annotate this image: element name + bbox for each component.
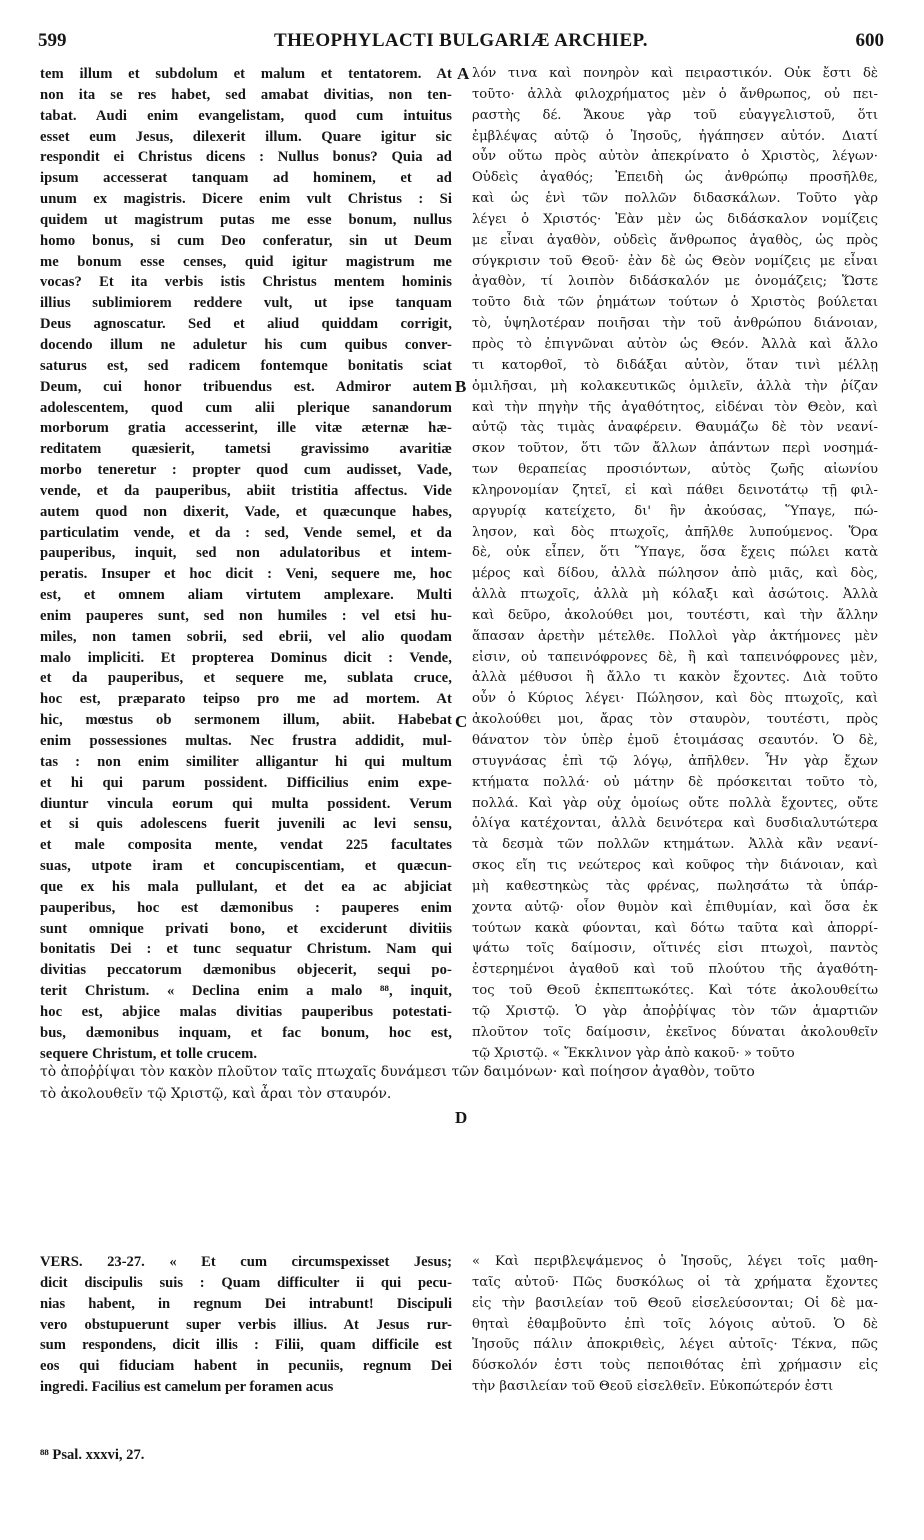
latin-text-line: ipsum accesserat tanquam ad hominem, et ad	[40, 170, 452, 187]
latin-text-line: bus, dæmonibus inquam, et fac bonum, hoc est,	[40, 1024, 452, 1041]
latin-text-line: et male composita mente, vendat 225 facultates	[40, 837, 452, 854]
latin-verse-line: sum respondens, dicit illis : Filii, quam difficile est	[40, 1337, 452, 1354]
latin-text-line: hic, mœstus ob sermonem illum, abiit. Habebat	[40, 712, 452, 729]
greek-text-line: λόν τινα καὶ πονηρὸν καὶ πειραστικόν. Οὐκ ἔστι δὲ	[472, 66, 878, 81]
greek-text-line: αργυρίᾳ κατείχετο, δι' ἣν ἀκούσας, Ὕπαγε, πώ-	[472, 503, 878, 519]
latin-text-line: malo impliciti. Et propterea Dominus dicit : Vende,	[40, 649, 452, 666]
latin-text-line: esset eum Jesus, dilexerit illum. Quare igitur sic	[40, 128, 452, 145]
greek-verse-line: τὴν βασιλείαν τοῦ Θεοῦ εἰσελθεῖν. Εὐκοπώτερόν ἐστι	[472, 1379, 834, 1395]
greek-text-line: τούτων κακὰ φύονται, καὶ δότω ταῦτα καὶ ἀπορρί-	[472, 920, 878, 936]
latin-verse-line: vero obstupuerunt super verbis illius. At Jesus rur-	[40, 1316, 452, 1333]
latin-text-line: vocas? Et ita verbis istis Christus mentem hominis	[40, 274, 452, 291]
latin-text-line: peratis. Insuper et hoc dicit : Veni, sequere me, hoc	[40, 566, 452, 583]
margin-marker-a: A	[457, 64, 470, 83]
verse-section-greek	[472, 1252, 878, 1398]
greek-text-line: τῷ Χριστῷ. Ὁ γὰρ ἀποῤῥίψας τὸν τῶν ἁμαρτιῶν	[472, 1003, 878, 1019]
greek-text-line: λέγει ὁ Χριστός· Ἐὰν μὲν ὡς διδάσκαλον νομίζεις	[472, 211, 878, 227]
greek-text-line: δὲ, οὐκ εἶπεν, ὅτι Ὕπαγε, ὅσα ἔχεις πώλει κατὰ	[472, 545, 878, 561]
latin-text-line: bonitatis Dei : et tunc sequatur Christum. Nam qui	[40, 941, 452, 958]
latin-verse-line: VERS. 23-27. « Et cum circumspexisset Jesus;	[40, 1254, 452, 1270]
greek-column	[472, 64, 878, 1065]
greek-text-line: στυγνάσας ἐπὶ τῷ λόγῳ, ἀπῆλθεν. Ἦν γὰρ ἔχων	[472, 753, 878, 769]
greek-text-line: πρὸς τὸ ἐπιγνῶναι αὐτὸν ὡς Θεόν. Ἀλλὰ καὶ ἄλλο	[472, 336, 878, 352]
greek-text-line: ἀλλὰ πτωχοῖς, ἀλλὰ μὴ κόλαξι καὶ ἀσώτοις. Ἀλλὰ	[472, 587, 878, 603]
latin-text-line: tem illum et subdolum et malum et tentatorem. At	[40, 66, 452, 82]
latin-text-line: et da pauperibus, et sequere me, sublata cruce,	[40, 670, 452, 687]
greek-text-line: ὀλίγα κατέχονται, ἀλλὰ δεινότερα καὶ δυσδιαλυτώτερα	[472, 816, 878, 832]
page-number-right: 600	[855, 30, 884, 51]
greek-text-line: ψάτω τοῖς δαίμοσιν, οἵτινές εἰσι πτωχοὶ, παντὸς	[472, 941, 878, 957]
greek-text-line: σκος εἴη τις νεώτερος καὶ κοῦφος τὴν διάνοιαν, καὶ	[472, 858, 878, 874]
latin-text-line: tas : non enim similiter alligantur hi qui multum	[40, 753, 452, 770]
latin-text-line: est, et omnem aliam virtutem amplexare. Multi	[40, 587, 452, 604]
greek-text-line: ραστὴς δέ. Ἄκουε γὰρ τοῦ εὐαγγελιστοῦ, ὅτι	[472, 107, 878, 123]
latin-verse-line: eos qui fiduciam habent in pecuniis, regnum Dei	[40, 1358, 452, 1375]
margin-marker-c: C	[455, 712, 468, 731]
latin-text-line: vende, et da pauperibus, abiit tristitia affectus. Vide	[40, 482, 452, 499]
greek-text-line: τοῦτο διὰ τῶν ῥημάτων τούτων ὁ Χριστὸς βούλεται	[472, 295, 878, 311]
greek-text-line: ἅπασαν ἀρετὴν μέτελθε. Πολλοὶ γὰρ ἀκτήμονες μὲν	[472, 628, 878, 644]
greek-text-line: ἐμβλέψας αὐτῷ ὁ Ἰησοῦς, ἠγάπησεν αὐτόν. Διατί	[472, 128, 878, 144]
latin-text-line: respondit ei Christus dicens : Nullus bonus? Quia ad	[40, 149, 452, 166]
greek-text-line: θάνατον τὸν ὑπὲρ ἐμοῦ ἑτοιμάσας σεαυτόν. Ὁ δὲ,	[472, 733, 878, 748]
latin-text-line: illius sublimiorem reddere vult, ut ipse tanquam	[40, 295, 452, 312]
page-header	[38, 30, 884, 60]
footnote: ⁸⁸ Psal. xxxvi, 27.	[40, 1447, 145, 1463]
latin-text-line: sunt omnique privati bono, et exciderunt divitiis	[40, 920, 452, 937]
greek-text-line: τος τοῦ Θεοῦ ἐκπεπτωκότες. Καὶ τότε ἀκολουθείτω	[472, 983, 878, 999]
latin-text-line: me bonum esse censes, quid igitur magistrum me	[40, 253, 452, 270]
latin-verse-line: dicit discipulis suis : Quam difficulter ii qui pecu-	[40, 1274, 452, 1291]
greek-verse-line: εἰς τὴν βασιλείαν τοῦ Θεοῦ εἰσελεύσονται; Οἱ δὲ μα-	[472, 1295, 878, 1311]
greek-text-line: σύγκρισιν τοῦ Θεοῦ· ἐὰν δὲ ὡς Θεὸν νομίζεις με εἶναι	[472, 253, 878, 269]
latin-text-line: hoc est, præparato teipso pro me ad mortem. At	[40, 691, 452, 708]
margin-marker-d: D	[455, 1108, 468, 1127]
latin-text-line: hoc est, abjice malas divitias pauperibus potestati-	[40, 1003, 452, 1020]
greek-text-line: Οὐδεὶς ἀγαθός; Ἐπειδὴ ὡς ἀνθρώπῳ προσῆλθε,	[472, 170, 878, 186]
latin-text-line: Deus agnoscatur. Sed et aliud quiddam corrigit,	[40, 316, 452, 333]
greek-verse-line: « Καὶ περιβλεψάμενος ὁ Ἰησοῦς, λέγει τοῖς μαθη-	[472, 1254, 878, 1269]
greek-text-line: αὐτῷ τὰς τιμὰς ἀναφέρειν. Θαυμάζω δὲ τὸν νεανί-	[472, 420, 878, 436]
greek-text-line: σκον τοῦτον, ὅτι τῶν ἄλλων ἁπάντων περὶ νοσημά-	[472, 441, 878, 457]
greek-text-line: καὶ τὴν πηγὴν τῆς ἀγαθότητος, εἰδέναι τὸν Θεὸν, καὶ	[472, 399, 878, 415]
greek-verse-line: ταῖς αὐτοῦ· Πῶς δυσκόλως οἱ τὰ χρήματα ἔχοντες	[472, 1274, 878, 1290]
latin-text-line: quidem ut magistrum putas me esse bonum, nullus	[40, 211, 452, 228]
greek-text-line: τι κατορθοῖ, τὸ διδάξαι αὐτὸν, ὅταν τινὶ μέλλῃ	[472, 357, 878, 373]
greek-text-line: κτήματα πολλά· οὐ μάτην δὲ πρόσκειται τοῦτο τὸ,	[472, 774, 878, 790]
greek-text-line: οὖν οὕτω πρὸς αὐτὸν ἀπεκρίνατο ὁ Χριστὸς, λέγων·	[472, 149, 878, 165]
latin-text-line: divitias peccatorum dæmonibus objecerit, sequi po-	[40, 962, 452, 979]
latin-text-line: suas, utpote iram et concupiscentiam, et quæcun-	[40, 858, 452, 875]
latin-text-line: reditatem quæsierit, tametsi gravissimo avaritiæ	[40, 441, 452, 458]
latin-text-line: Deum, cui honor tribuendus est. Admiror autem	[40, 378, 452, 395]
latin-text-line: morborum gratia accesserint, ille vitæ æternæ hæ-	[40, 420, 452, 437]
greek-verse-line: Ἰησοῦς πάλιν ἀποκριθεὶς, λέγει αὐτοῖς· Τέκνα, πῶς	[472, 1337, 878, 1353]
latin-text-line: que ex his mala pullulant, et det ea ac abjiciat	[40, 878, 452, 895]
greek-text-line: μὴ καθεστηκὼς τὰς φρένας, πωλησάτω τὰ ὑπάρ-	[472, 878, 878, 894]
greek-text-line: τοῦτο· ἀλλὰ φιλοχρήματος μὲν ὁ ἄνθρωπος, οὐ πει-	[472, 86, 878, 102]
greek-text-line: τὰ δεσμὰ τῶν πολλῶν κτημάτων. Ἀλλὰ κἂν νεανί-	[472, 837, 878, 853]
greek-text-line: κληρονομίαν ζητεῖ, εἰ καὶ πάθει δεινοτάτῳ τῇ φιλ-	[472, 482, 878, 498]
latin-text-line: non ita se res habet, sed amabat divitias, non ten-	[40, 86, 452, 103]
greek-text-line: τῷ Χριστῷ. « Ἔκκλινον γὰρ ἀπὸ κακοῦ· » τοῦτο	[472, 1045, 795, 1061]
full-width-line-2	[40, 1086, 880, 1102]
greek-text-line: οὖν ὁ Κύριος λέγει· Πώλησον, καὶ δὸς πτωχοῖς, καὶ	[472, 691, 878, 707]
greek-text-line: καὶ ὡς ἑνὶ τῶν πολλῶν διδασκάλων. Τοῦτο γὰρ	[472, 191, 878, 207]
full-width-line-1	[40, 1064, 880, 1080]
latin-column	[40, 64, 452, 1065]
greek-text-line: πολλά. Καὶ γὰρ οὐχ ὁμοίως οὔτε πολλὰ ἔχοντες, οὔτε	[472, 795, 878, 811]
latin-text-line: unum ex magistris. Dicere enim vult Christus : Si	[40, 191, 452, 208]
latin-text-line: enim possessiones multas. Nec frustra addidit, mul-	[40, 733, 452, 749]
latin-text-line: autem quod non dixerit, Vade, et quæcunque habes,	[40, 503, 452, 520]
greek-text-line: πλοῦτον τοῖς δαίμοσιν, ἐκεῖνος δύναται ἀκολουθεῖν	[472, 1024, 878, 1040]
verse-section-latin	[40, 1252, 452, 1398]
latin-text-line: particulatim vende, et da : sed, Vende semel, et da	[40, 524, 452, 541]
greek-text-line: μέρος καὶ δίδου, ἀλλὰ πώλησον ἀπὸ μιᾶς, καὶ δὸς,	[472, 566, 878, 582]
greek-text-line: ἐστερημένοι ἀγαθοῦ καὶ τοῦ πλούτου τῆς ἀγαθότη-	[472, 962, 878, 978]
greek-text-line: τὸ, ὑψηλοτέραν ποιῆσαι τὴν τοῦ ἀνθρώπου διάνοιαν,	[472, 316, 878, 332]
latin-text-line: adolescentem, quod cum alii plerique sanandorum	[40, 399, 452, 416]
greek-verse-line: θηταὶ ἐθαμβοῦντο ἐπὶ τοῖς λόγοις αὐτοῦ. Ὁ δὲ	[472, 1316, 878, 1332]
margin-marker-b: B	[455, 377, 467, 396]
running-title: THEOPHYLACTI BULGARIÆ ARCHIEP.	[274, 30, 648, 51]
greek-text-line: εἰσιν, οὐ ταπεινόφρονες δὲ, ἢ καὶ ταπεινόφρονες μὲν,	[472, 649, 878, 665]
latin-verse-line: ingredi. Facilius est camelum per foramen acus	[40, 1379, 334, 1396]
page-number-left: 599	[38, 30, 67, 51]
latin-text-line: tabat. Audi enim evangelistam, quod cum intuitus	[40, 107, 452, 124]
greek-text-line: λησον, καὶ δὸς πτωχοῖς, ἀπῆλθε λυπούμενος. Ὅρα	[472, 524, 878, 540]
latin-text-line: morbo teneretur : propter quod cum audisset, Vade,	[40, 462, 452, 479]
latin-text-line: terit Christum. « Declina enim a malo ⁸⁸, inquit,	[40, 983, 452, 1000]
greek-text-line: ὁμιλῆσαι, μὴ κολακευτικῶς ὁμιλεῖν, ἀλλὰ τὴν ῥίζαν	[472, 378, 878, 394]
greek-text-line: των θεραπείας προσιόντων, αὐτὸς ζωῆς αἰωνίου	[472, 462, 878, 478]
latin-text-line: homo bonus, si cum Deo conferatur, sin ut Deum	[40, 232, 452, 249]
greek-text-line: καὶ δεῦρο, ἀκολούθει μοι, τουτέστι, καὶ τὴν ἄλλην	[472, 607, 878, 623]
greek-text-line: χοντα αὐτῷ· οἷον θυμὸν καὶ ἐπιθυμίαν, καὶ ὅσα ἐκ	[472, 899, 878, 915]
latin-text-line: docendo illum ne aduletur his cum quibus conver-	[40, 336, 452, 353]
latin-text-line: enim pauperes sunt, sed non humiles : vel etsi hu-	[40, 607, 452, 624]
latin-text-line: et hi qui parum possident. Difficilius enim expe-	[40, 774, 452, 791]
latin-text-line: miles, non tamen sobrii, sed ebrii, vel alio quodam	[40, 628, 452, 645]
greek-text-line: ἀλλὰ μέθυσοι ἢ ἄλλο τι κακὸν ἔχοντες. Διὰ τοῦτο	[472, 670, 878, 686]
latin-verse-line: nias habent, in regnum Dei intrabunt! Discipuli	[40, 1295, 452, 1312]
latin-text-line: pauperibus, hoc est dæmonibus : pauperes enim	[40, 899, 452, 916]
full-width-line-1-text: τὸ ἀποῤῥίψαι τὸν κακὸν πλοῦτον ταῖς πτωχαῖς δυνάμεσι τῶν δαιμόνων· καὶ ποίησον ἀγαθὸν, τοῦτο	[40, 1064, 755, 1080]
latin-text-line: diuntur vincula eorum qui multa possident. Verum	[40, 795, 452, 812]
full-width-line-2-text: τὸ ἀκολουθεῖν τῷ Χριστῷ, καὶ ἆραι τὸν σταυρόν.	[40, 1086, 392, 1102]
greek-text-line: ἀγαθὸν, τί λοιπὸν διδάσκαλόν με ὀνομάζεις; Ὥστε	[472, 274, 878, 290]
latin-text-line: et si quis adolescens fuerit juvenili ac levi sensu,	[40, 816, 452, 833]
latin-text-line: pauperibus, inquit, sed non adulatoribus et intem-	[40, 545, 452, 562]
greek-verse-line: δύσκολόν ἐστι τοὺς πεποιθότας ἐπὶ χρήμασιν εἰς	[472, 1358, 878, 1374]
greek-text-line: με εἶναι ἀγαθὸν, οὐδεὶς ἄνθρωπος ἀγαθὸς, ὡς πρὸς	[472, 232, 878, 248]
greek-text-line: ἀκολούθει μοι, ἄρας τὸν σταυρὸν, τουτέστι, πρὸς	[472, 712, 878, 728]
latin-text-line: sequere Christum, et tolle crucem.	[40, 1045, 258, 1062]
latin-text-line: saturus est, sed radicem fontemque bonitatis sciat	[40, 357, 452, 374]
